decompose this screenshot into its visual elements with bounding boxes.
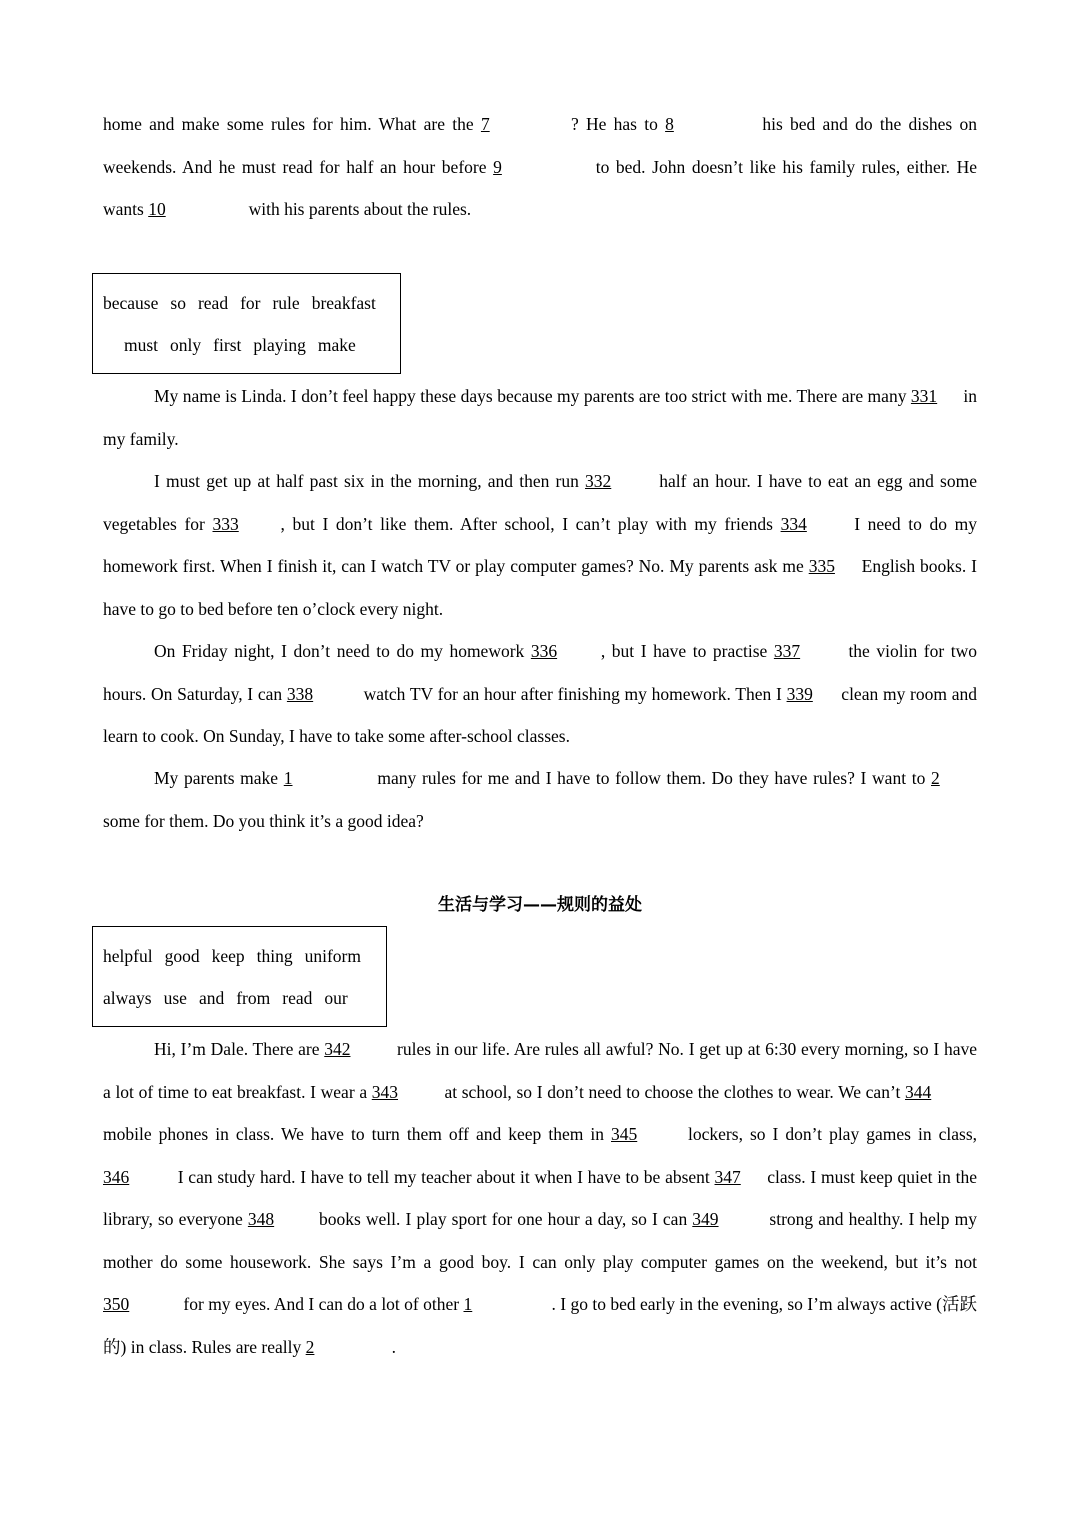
word-bank-row (103, 935, 386, 977)
word-bank-word: make (317, 335, 356, 355)
word-bank-box-2 (92, 926, 387, 1027)
blank-333[interactable]: 333 (212, 513, 239, 534)
word-bank-word: only (170, 335, 202, 355)
passage-text: the violin for two hours. On Saturday, I can (103, 641, 977, 704)
blank-349[interactable]: 349 (692, 1209, 719, 1229)
passage-text: I must get up at half past six in the morning, and then run (154, 471, 586, 491)
passage-text: , but I have to practise (600, 641, 774, 661)
word-bank-word: our (324, 988, 348, 1008)
blank-334[interactable]: 334 (780, 513, 807, 534)
word-bank-word: always (103, 988, 152, 1008)
blank-348[interactable]: 348 (247, 1209, 275, 1229)
blank-336[interactable]: 336 (530, 641, 558, 661)
word-bank-word: for (240, 293, 261, 313)
passage-text: My parents make (154, 768, 284, 788)
word-bank-word: breakfast (311, 293, 376, 313)
blank-343[interactable]: 343 (371, 1081, 399, 1102)
word-bank-word: rule (272, 293, 300, 313)
blank-350[interactable]: 350 (103, 1294, 130, 1314)
passage-text: to bed. John doesn’t like his family rules, either. He wants (103, 156, 978, 219)
passage-linda-para-3 (103, 630, 977, 758)
blank-345[interactable]: 345 (611, 1124, 638, 1144)
blank-1-dale[interactable]: 1 (463, 1294, 473, 1314)
passage-text: . (391, 1336, 397, 1357)
word-bank-word: from (236, 988, 271, 1008)
blank-9[interactable]: 9 (493, 156, 502, 177)
passage-linda-para-1 (103, 375, 977, 460)
passage-text: watch TV for an hour after finishing my homework. Then I (358, 683, 787, 704)
passage-text: clean my room and learn to cook. On Sunday, I have to take some after-school classes. (103, 683, 977, 746)
passage-text: his bed and do the dishes on weekends. And he must read for half an hour before (103, 114, 977, 177)
passage-text: My name is Linda. I don’t feel happy these days because my parents are too strict with me. There are many (154, 386, 911, 406)
passage-text: books well. I play sport for one hour a day, so I can (313, 1209, 693, 1229)
passage-linda-para-2 (103, 460, 977, 630)
word-bank-row (103, 324, 400, 366)
word-bank-row (103, 977, 386, 1019)
passage-text: in my family. (103, 386, 977, 449)
passage-linda-para-4 (103, 757, 977, 842)
blank-332[interactable]: 332 (585, 471, 612, 491)
passage-text: Hi, I’m Dale. There are (154, 1039, 325, 1059)
passage-text: many rules for me and I have to follow them. Do they have rules? I want to (371, 768, 931, 788)
blank-346[interactable]: 346 (103, 1166, 130, 1187)
blank-8[interactable]: 8 (665, 114, 674, 134)
word-bank-row (103, 282, 400, 324)
blank-337[interactable]: 337 (773, 641, 801, 661)
blank-2-dale[interactable]: 2 (305, 1336, 315, 1357)
word-bank-word: good (164, 946, 200, 966)
passage-dale (103, 1028, 977, 1368)
word-bank-word: read (282, 988, 313, 1008)
passage-john-rules (103, 103, 977, 231)
blank-331[interactable]: 331 (910, 386, 938, 406)
blank-1[interactable]: 1 (283, 768, 293, 788)
blank-339[interactable]: 339 (786, 683, 813, 704)
passage-text: class. I must keep quiet in the library, so everyone (103, 1166, 977, 1229)
passage-text: with his parents about the rules. (244, 199, 472, 219)
passage-text: I need to do my homework first. When I finish it, can I watch TV or play computer games? No. My parents ask me (103, 513, 977, 576)
passage-text: , but I don’t like them. After school, I can’t play with my friends (280, 513, 781, 534)
passage-text: some for them. Do you think it’s a good idea? (103, 810, 424, 831)
word-bank-word: so (170, 293, 186, 313)
passage-text: half an hour. I have to eat an egg and some vegetables for (103, 471, 977, 534)
word-bank-word: because (103, 293, 159, 313)
blank-10[interactable]: 10 (148, 199, 166, 219)
blank-338[interactable]: 338 (286, 683, 314, 704)
word-bank-word: must (124, 335, 159, 355)
passage-text: home and make some rules for him. What are the (103, 114, 481, 134)
passage-text: I can study hard. I have to tell my teacher about it when I have to be absent (173, 1166, 715, 1187)
word-bank-box-1 (92, 273, 401, 374)
blank-7[interactable]: 7 (480, 114, 490, 134)
passage-text: at school, so I don’t need to choose the clothes to wear. We can’t (439, 1081, 905, 1102)
word-bank-word: uniform (304, 946, 361, 966)
blank-2[interactable]: 2 (931, 768, 940, 788)
passage-text: English books. I have to go to bed before ten o’clock every night. (103, 556, 977, 619)
passage-text: lockers, so I don’t play games in class, (681, 1124, 978, 1144)
passage-text: rules in our life. Are rules all awful? No. I get up at 6:30 every morning, so I have a lot of time to eat breakfast. I wear a (103, 1039, 977, 1102)
blank-342[interactable]: 342 (324, 1039, 351, 1059)
blank-347[interactable]: 347 (714, 1166, 741, 1187)
passage-text: for my eyes. And I can do a lot of other (179, 1294, 464, 1314)
passage-text: On Friday night, I don’t need to do my homework (154, 641, 531, 661)
word-bank-word: thing (256, 946, 293, 966)
word-bank-word: first (213, 335, 242, 355)
passage-text: . I go to bed early in the evening, so I’m always active (活跃的) in class. Rules are really (103, 1294, 977, 1357)
passage-text: strong and healthy. I help my mother do some housework. She says I’m a good boy. I can only play computer games on the weekend, but it’s not (103, 1209, 977, 1272)
word-bank-word: use (163, 988, 187, 1008)
blank-344[interactable]: 344 (905, 1081, 932, 1102)
passage-text: mobile phones in class. We have to turn them off and keep them in (103, 1124, 611, 1144)
word-bank-word: and (198, 988, 225, 1008)
word-bank-word: read (197, 293, 229, 313)
passage-text: ? He has to (570, 114, 666, 134)
section-title: 生活与学习——规则的益处 (438, 895, 642, 915)
word-bank-word: helpful (103, 946, 153, 966)
blank-335[interactable]: 335 (808, 556, 835, 576)
word-bank-word: playing (253, 335, 306, 355)
word-bank-word: keep (211, 946, 245, 966)
